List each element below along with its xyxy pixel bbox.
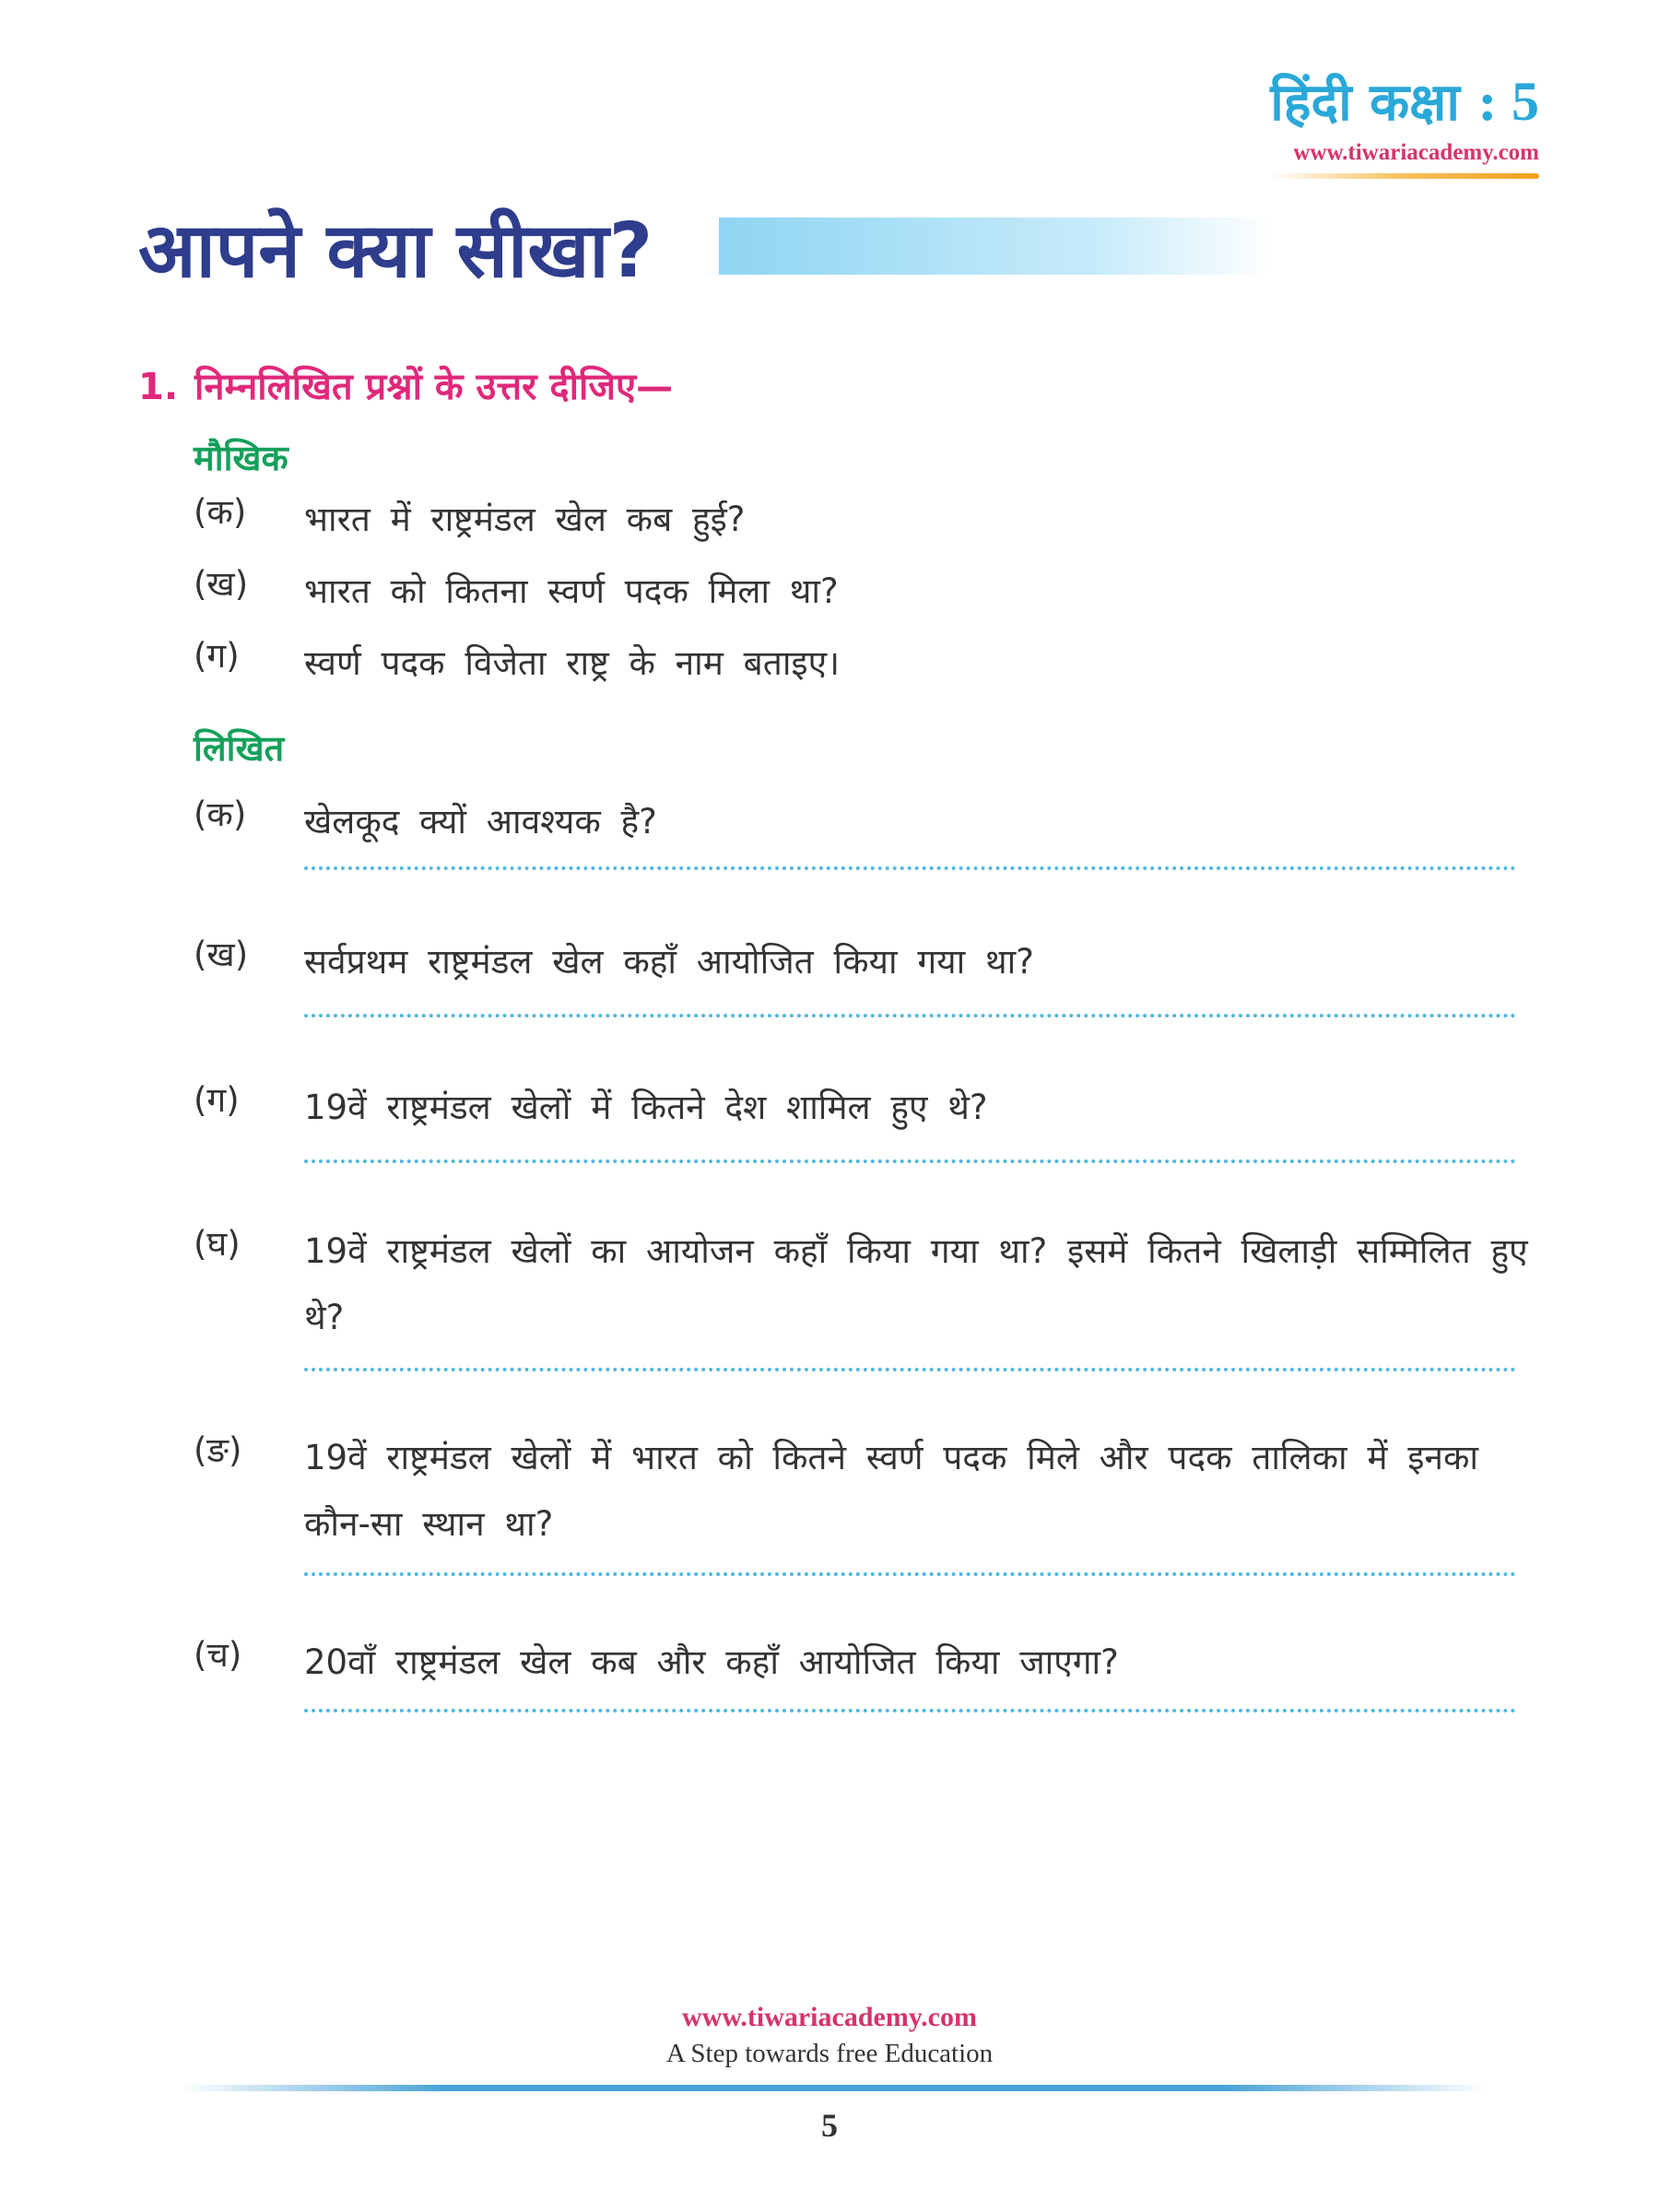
written-question — [194, 1075, 1544, 1141]
question-label: (क) — [194, 492, 247, 532]
question-label: (च) — [194, 1635, 242, 1675]
subject-class-label — [1270, 71, 1539, 133]
question-text: 19वें राष्ट्रमंडल खेलों में कितने देश शामिल हुए थे? — [304, 1088, 988, 1127]
instruction-text: निम्नलिखित प्रश्नों के उत्तर दीजिए— — [194, 366, 674, 408]
question-text: खेलकूद क्यों आवश्यक है? — [304, 802, 657, 841]
page-title: आपने क्या सीखा? — [138, 207, 653, 295]
answer-line[interactable] — [304, 866, 1516, 870]
written-question — [194, 1630, 1544, 1696]
instruction-number: 1. — [138, 366, 179, 408]
question-text: भारत में राष्ट्रमंडल खेल कब हुई? — [304, 500, 746, 539]
answer-line[interactable] — [304, 1709, 1516, 1712]
class-number: 5 — [1512, 71, 1539, 132]
question-text: भारत को कितना स्वर्ण पदक मिला था? — [304, 571, 839, 611]
question-text: स्वर्ण पदक विजेता राष्ट्र के नाम बताइए। — [304, 643, 841, 683]
written-question — [194, 789, 1544, 855]
question-text: 20वाँ राष्ट्रमंडल खेल कब और कहाँ आयोजित किया जाएगा? — [304, 1642, 1119, 1682]
oral-question — [194, 559, 1544, 625]
question-label: (घ) — [194, 1224, 241, 1264]
question-label: (ख) — [194, 935, 249, 974]
footer-divider — [180, 2085, 1488, 2091]
header-brand — [1270, 71, 1539, 179]
instruction — [138, 359, 673, 410]
question-label: (ग) — [194, 636, 240, 676]
title-decoration-bar — [719, 218, 1272, 275]
header-underline — [1270, 173, 1539, 179]
oral-question — [194, 487, 1544, 553]
answer-line[interactable] — [304, 1368, 1516, 1371]
answer-line[interactable] — [304, 1014, 1516, 1018]
oral-heading: मौखिक — [194, 438, 288, 478]
oral-question — [194, 630, 1544, 697]
question-text: सर्वप्रथम राष्ट्रमंडल खेल कहाँ आयोजित किया गया था? — [304, 942, 1034, 982]
question-label: (ङ) — [194, 1430, 242, 1470]
written-heading: लिखित — [194, 728, 285, 769]
question-label: (ग) — [194, 1080, 240, 1120]
page-number: 5 — [821, 2107, 838, 2144]
written-question — [194, 1425, 1544, 1558]
question-label: (क) — [194, 794, 247, 834]
question-text: 19वें राष्ट्रमंडल खेलों का आयोजन कहाँ किया गया था? इसमें कितने खिलाड़ी सम्मिलित हुए थे? — [304, 1231, 1528, 1337]
question-label: (ख) — [194, 564, 249, 604]
answer-line[interactable] — [304, 1159, 1516, 1163]
written-question — [194, 929, 1544, 995]
footer-tagline: A Step towards free Education — [665, 2039, 994, 2068]
subject-label: हिंदी कक्षा : — [1270, 72, 1497, 133]
header-website-link[interactable]: www.tiwariacademy.com — [1293, 140, 1539, 165]
answer-line[interactable] — [304, 1572, 1516, 1576]
question-text: 19वें राष्ट्रमंडल खेलों में भारत को कितने स्वर्ण पदक मिले और पदक तालिका में इनका कौन-सा स्थान था? — [304, 1438, 1478, 1544]
written-question — [194, 1218, 1544, 1351]
footer-website-link[interactable]: www.tiwariacademy.com — [682, 2002, 977, 2032]
